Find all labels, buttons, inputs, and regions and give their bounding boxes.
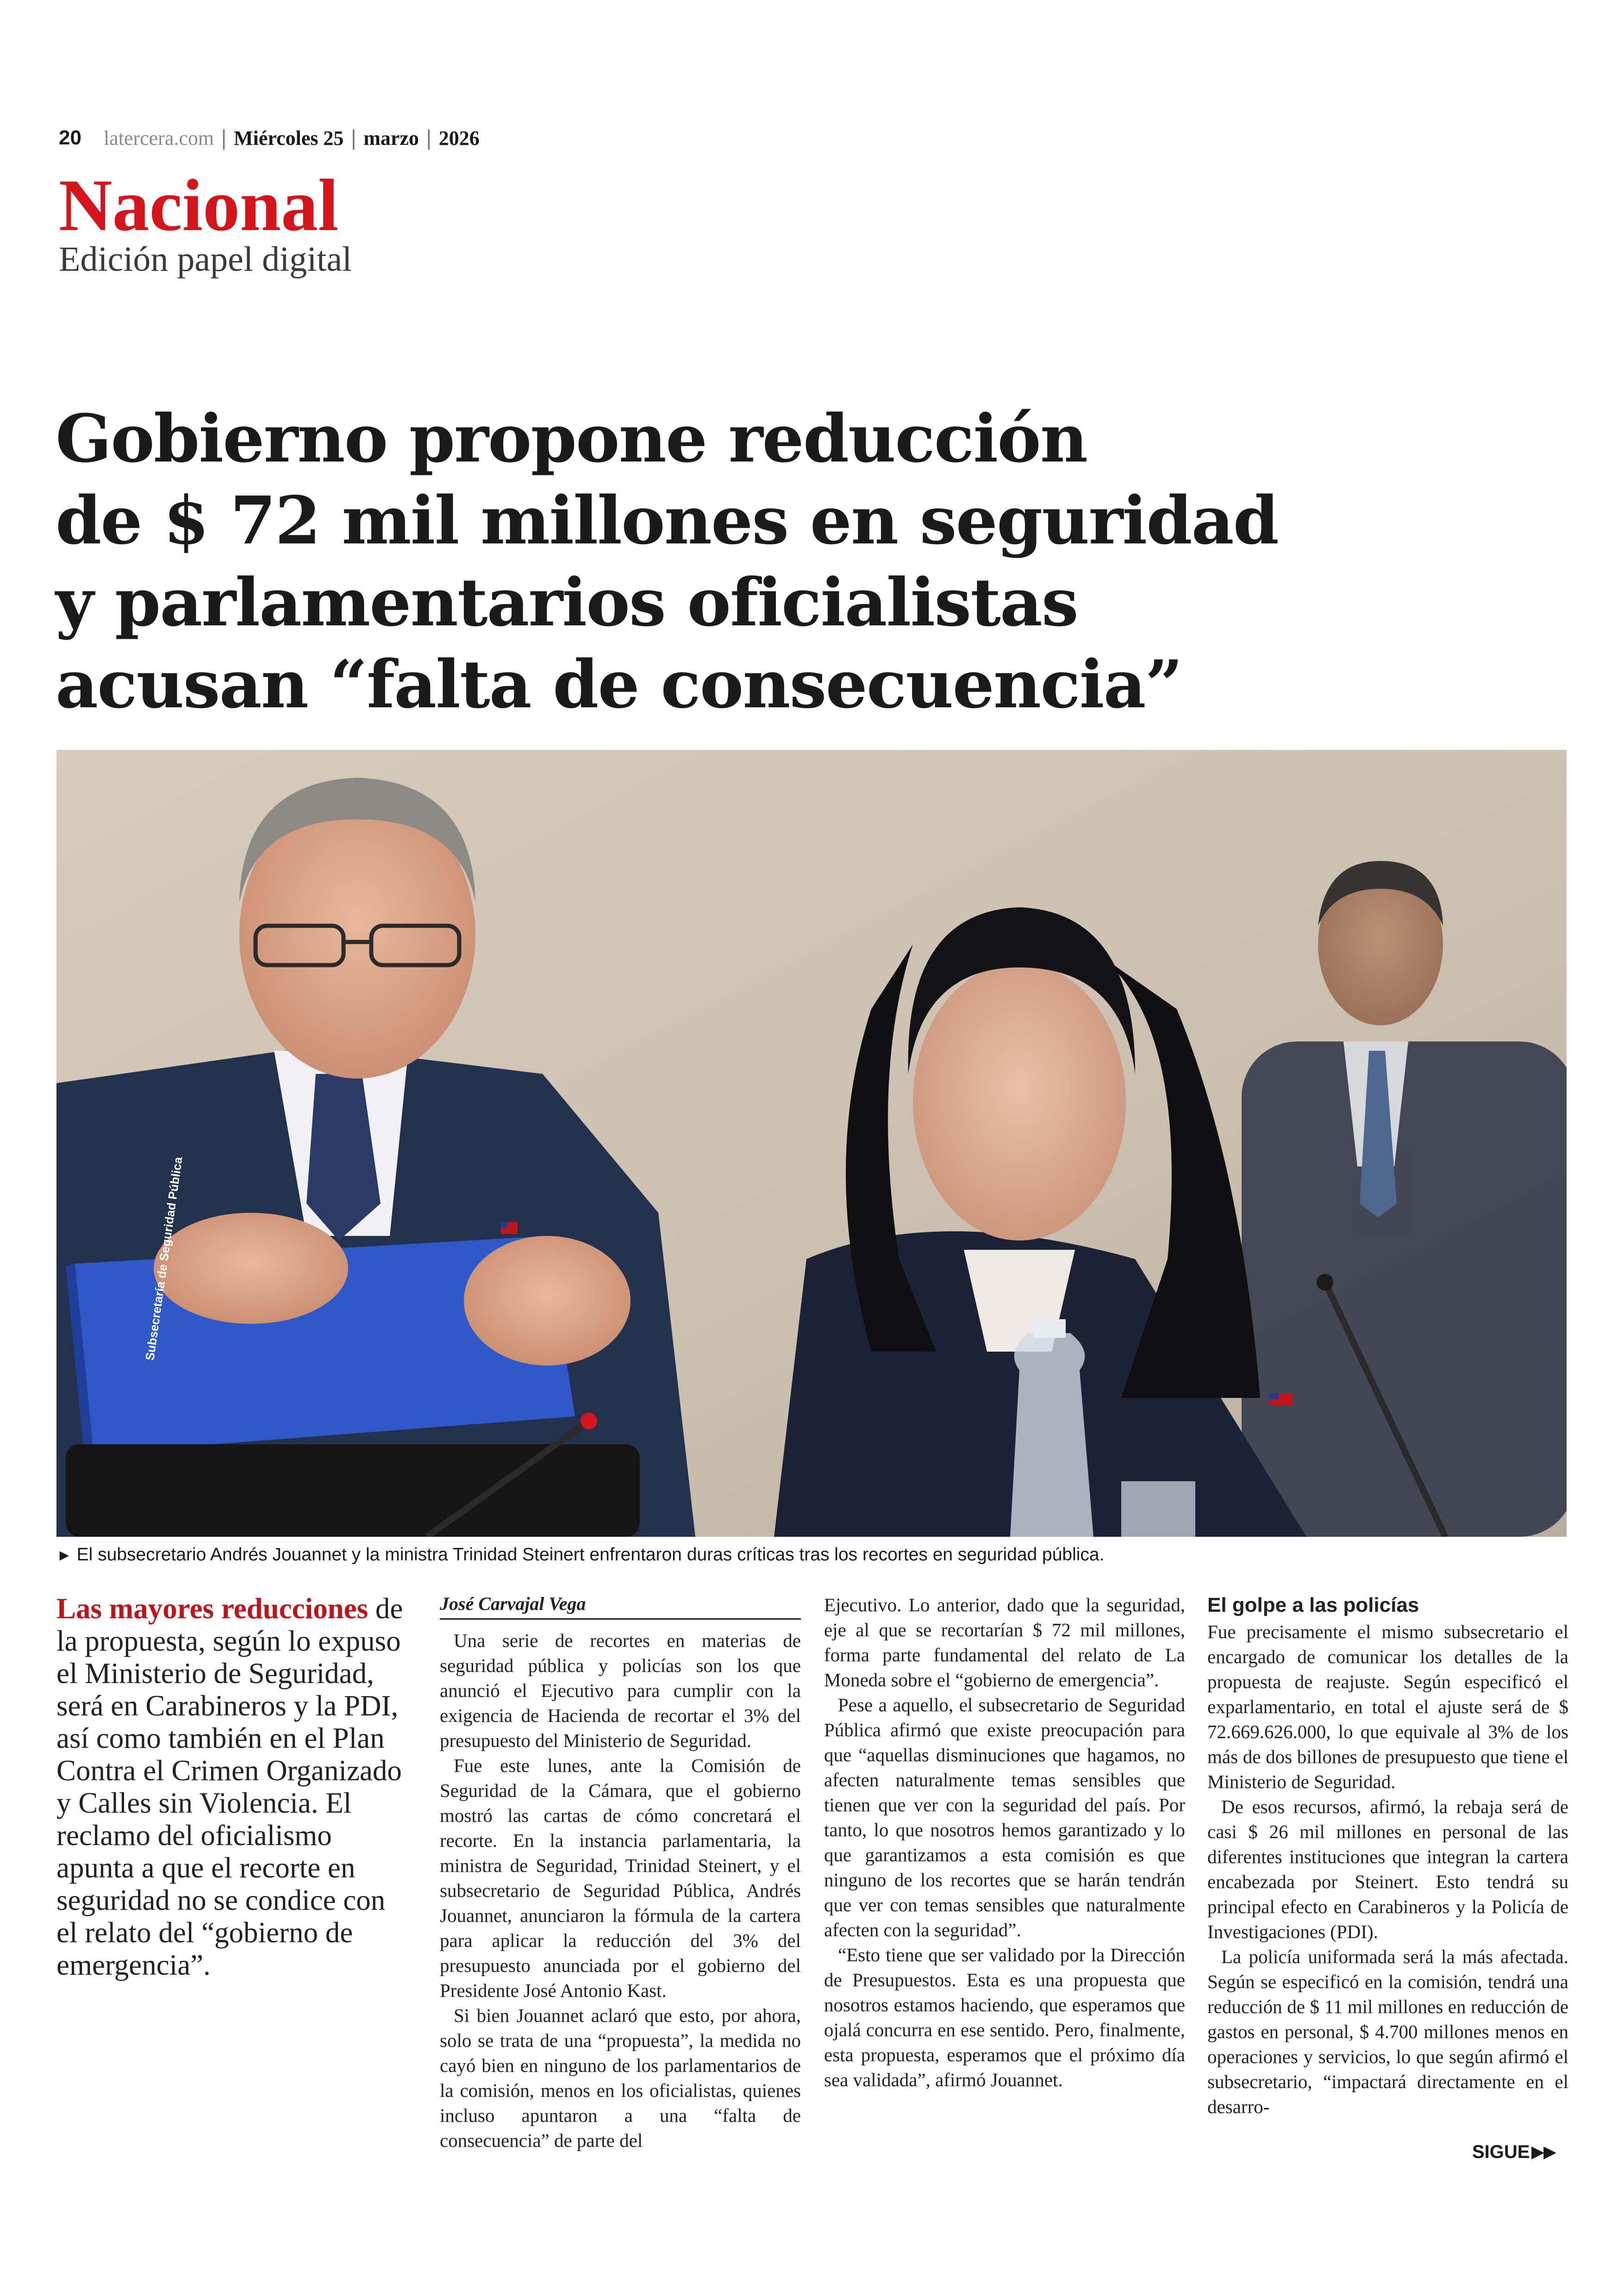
headline <box>56 398 1444 726</box>
masthead <box>59 124 480 152</box>
lead-highlight: Las mayores reducciones <box>56 1592 369 1625</box>
edition-label: Edición papel digital <box>59 240 352 279</box>
separator: | <box>350 126 357 150</box>
photo-caption <box>56 1543 1567 1567</box>
body-paragraph: Fue precisamente el mismo subsecretario el encargado de comunicar los detalles de la propuesta de reajuste. Según especificó el exparlamentario, en total el ajuste será de $ 72.669.626.000, lo que equivale al 3% de los más de dos billones de presupuesto que tiene el Ministerio de Seguridad. <box>1207 1621 1568 1792</box>
body-paragraph: Fue este lunes, ante la Comisión de Seguridad de la Cámara, que el gobierno mostró las cartas de cómo concretará el recorte. En la instancia parlamentaria, la ministra de Seguridad, Trinidad Steinert, y el subsecretario de Seguridad Pública, Andrés Jouannet, anunciaron la fórmula de la cartera para aplicar la reducción del 3% del presupuesto anunciada por el gobierno del Presidente José Antonio Kast. <box>440 1755 801 2001</box>
body-paragraph: Ejecutivo. Lo anterior, dado que la seguridad, eje al que se recortarían $ 72 mil millones, forma parte fundamental del relato de La Moneda sobre el “gobierno de emergencia”. <box>824 1594 1185 1690</box>
article-column-2 <box>440 1592 801 2153</box>
folder-text: Subsecretaría de Seguridad Pública <box>143 1156 185 1361</box>
continue-link[interactable] <box>1472 2140 1556 2164</box>
issue-month: marzo <box>363 126 419 150</box>
separator: | <box>220 126 227 150</box>
caption-text: El subsecretario Andrés Jouannet y la ministra Trinidad Steinert enfrentaron duras críticas tras los recortes en seguridad pública. <box>76 1545 1105 1565</box>
site-link[interactable]: latercera.com <box>103 126 214 150</box>
lead-column <box>56 1592 406 1981</box>
subheading: El golpe a las policías <box>1207 1594 1419 1616</box>
headline-line: y parlamentarios oficialistas <box>56 564 1078 641</box>
photo-illustration <box>56 750 1567 1537</box>
article-photo <box>56 750 1567 1537</box>
byline: José Carvajal Vega <box>440 1592 801 1620</box>
double-arrow-right-icon: ▶▶ <box>1531 2143 1556 2161</box>
body-paragraph: Una serie de recortes en materias de seguridad pública y policías son los que anunció el Ejecutivo para cumplir con la exigencia de Hacienda de recortar el 3% del presupuesto del Ministerio de Seguridad. <box>440 1630 801 1751</box>
lead-text: de la propuesta, según lo expuso el Ministerio de Seguridad, será en Carabineros y la PDI, así como también en el Plan Contra el Crimen Organizado y Calles sin Violencia. El reclamo del oficialismo apunta a que el recorte en seguridad no se condice con el relato del “gobierno de emergencia”. <box>56 1592 403 1981</box>
page-number: 20 <box>59 126 81 149</box>
headline-line: Gobierno propone reducción <box>56 400 1087 477</box>
body-paragraph: Si bien Jouannet aclaró que esto, por ahora, solo se trata de una “propuesta”, la medida no cayó bien en ninguno de los parlamentarios de la comisión, menos en los oficialistas, quienes incluso apuntaron a una “falta de consecuencia” de parte del <box>440 2005 801 2151</box>
section-title: Nacional <box>59 164 339 246</box>
article-column-3 <box>824 1592 1185 2092</box>
separator: | <box>425 126 432 150</box>
continue-label: SIGUE <box>1472 2142 1530 2162</box>
body-paragraph: La policía uniformada será la más afectada. Según se especificó en la comisión, tendrá una reducción de $ 11 mil millones en reducción de gastos en personal, $ 4.700 millones menos en operaciones y servicios, lo que según afirmó el subsecretario, “impactará directamente en el desarro- <box>1207 1946 1568 2117</box>
issue-date: Miércoles 25 <box>233 126 344 150</box>
article-column-4 <box>1207 1592 1568 2119</box>
body-paragraph: Pese a aquello, el subsecretario de Seguridad Pública afirmó que existe preocupación para que “aquellas disminuciones que hagamos, no afecten naturalmente temas sensibles que tienen que ver con la seguridad del país. Por tanto, lo que nosotros hemos garantizado y lo que garantizamos a esta comisión es que ninguno de los recortes que se harán tendrán que ver con temas sensibles que naturalmente afecten con la seguridad”. <box>824 1694 1185 1940</box>
lead-paragraph <box>56 1592 406 1981</box>
headline-line: de $ 72 mil millones en seguridad <box>56 482 1278 559</box>
headline-line: acusan “falta de consecuencia” <box>56 646 1182 723</box>
body-paragraph: De esos recursos, afirmó, la rebaja será de casi $ 26 mil millones en personal de las diferentes instituciones que integran la cartera encabezada por Steinert. Esto tendrá su principal efecto en Carabineros y la Policía de Investigaciones (PDI). <box>1207 1796 1568 1942</box>
body-paragraph: “Esto tiene que ser validado por la Dirección de Presupuestos. Esta es una propuesta que nosotros estamos haciendo, que esperamos que ojalá concurra en ese sentido. Pero, finalmente, esta propuesta, esperamos que el próximo día sea validada”, afirmó Jouannet. <box>824 1944 1185 2090</box>
issue-year: 2026 <box>438 126 480 150</box>
caption-marker-icon: ► <box>56 1547 72 1564</box>
